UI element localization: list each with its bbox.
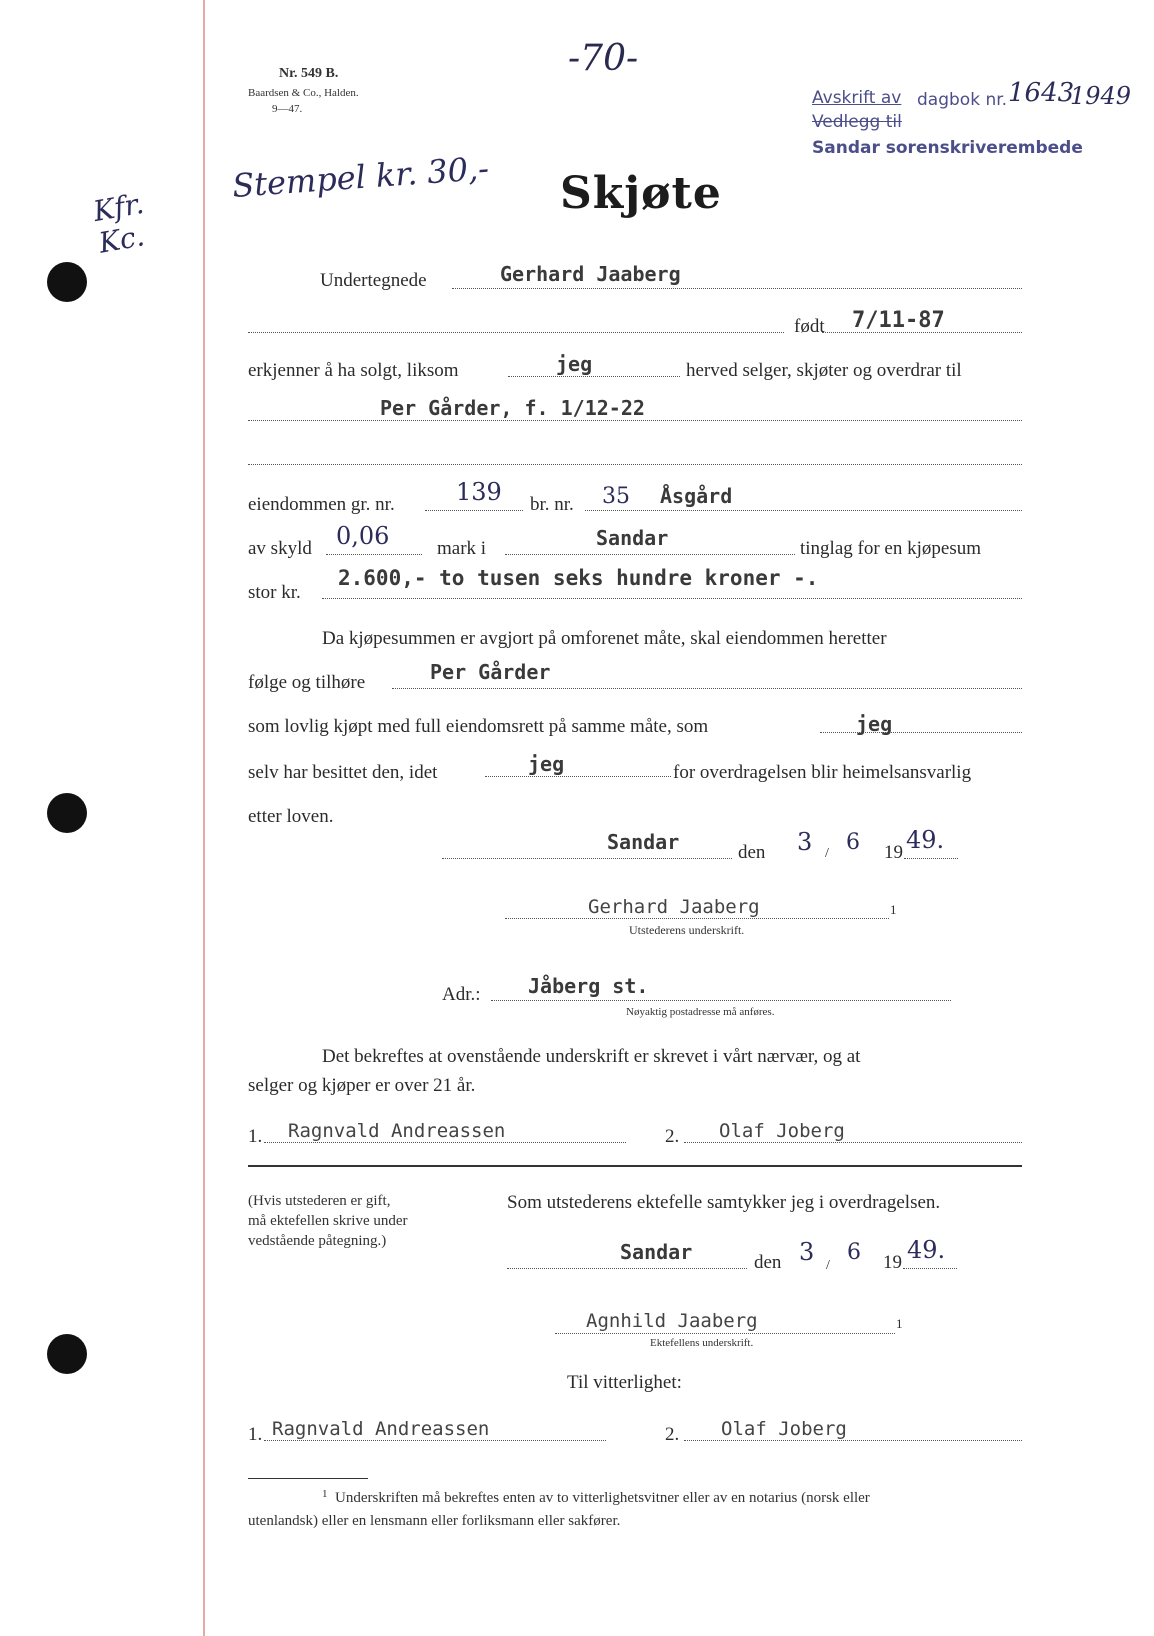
label-eiendommen: eiendommen gr. nr. [248, 494, 395, 515]
field-price: 2.600,- to tusen seks hundre kroner -. [338, 566, 819, 590]
field-vitne2: Olaf Joberg [721, 1418, 847, 1440]
field-vitne1: Ragnvald Andreassen [272, 1418, 490, 1440]
label-selv-har: selv har besittet den, idet [248, 762, 438, 783]
field-seller: Gerhard Jaaberg [500, 262, 681, 286]
field-br-nr: 35 [602, 484, 630, 509]
field-spouse-place: Sandar [620, 1240, 693, 1264]
line-vitne-2 [684, 1440, 1022, 1441]
line-som [820, 732, 1022, 733]
line-witness-1 [264, 1142, 626, 1143]
label-undertegnede: Undertegnede [320, 270, 427, 291]
label-adr: Adr.: [442, 984, 481, 1005]
document-title: Skjøte [560, 168, 722, 219]
paragraph-bekreftes-2: selger og kjøper er over 21 år. [248, 1075, 476, 1096]
label-etter-loven: etter loven. [248, 806, 334, 827]
field-buyer: Per Gårder, f. 1/12-22 [380, 396, 645, 420]
label-br-nr: br. nr. [530, 494, 574, 515]
label-som-lovlig: som lovlig kjøpt med full eiendomsrett på samme måte, som [248, 716, 709, 737]
line-spouse-place [507, 1268, 747, 1269]
paragraph-ektefelle: Som utstederens ektefelle samtykker jeg i overdragelsen. [507, 1192, 941, 1213]
form-number: Nr. 549 B. [279, 66, 339, 81]
label-erkjenner: erkjenner å ha solgt, liksom [248, 360, 459, 381]
stamp-year: 1949 [1070, 82, 1132, 110]
footnote-mark: 1 [322, 1488, 328, 1500]
line-place [442, 858, 732, 859]
line-tinglag [505, 554, 795, 555]
form-date-code: 9—47. [272, 103, 303, 115]
label-for-overdragelsen: for overdragelsen blir heimelsansvarlig [673, 762, 972, 783]
label-nineteen: 19 [884, 842, 903, 863]
caption-address: Nøyaktig postadresse må anføres. [626, 1006, 775, 1018]
line-skyld [326, 554, 422, 555]
printer: Baardsen & Co., Halden. [248, 87, 359, 99]
label-witness-1: 1. [248, 1126, 263, 1147]
stamp-dagbok: dagbok nr. [917, 90, 1008, 110]
stamp-dagbok-number: 1643 [1008, 78, 1075, 108]
section-divider [248, 1165, 1022, 1167]
field-address: Jåberg st. [528, 974, 649, 998]
field-gr-nr: 139 [456, 478, 502, 506]
spouse-signature-mark: 1 [896, 1316, 903, 1331]
label-vitne-1: 1. [248, 1424, 263, 1445]
line-blank [248, 332, 784, 333]
gift-note-1: (Hvis utstederen er gift, [248, 1193, 391, 1209]
label-vitterlighet: Til vitterlighet: [567, 1372, 682, 1393]
field-spouse-signature: Agnhild Jaaberg [586, 1310, 758, 1332]
label-mark-i: mark i [437, 538, 487, 559]
label-vitne-2: 2. [665, 1424, 680, 1445]
field-som: jeg [856, 712, 893, 736]
field-witness2: Olaf Joberg [719, 1120, 845, 1142]
page-number: -70- [568, 38, 639, 79]
margin-initials: Kfr. Kc. [90, 186, 147, 260]
footnote-line-2: utenlandsk) eller en lensmann eller forliksmann eller sakfører. [248, 1513, 621, 1529]
footnote-rule [248, 1478, 368, 1479]
date-slash: / [826, 1258, 830, 1273]
label-folge: følge og tilhøre [248, 672, 366, 693]
line-spouse-year [903, 1268, 957, 1269]
label-nineteen: 19 [883, 1252, 902, 1273]
line-address [491, 1000, 951, 1001]
label-tinglag: tinglag for en kjøpesum [800, 538, 981, 559]
field-tinglag: Sandar [596, 526, 669, 550]
punch-hole [47, 1334, 87, 1374]
stamp-office: Sandar sorenskriverembede [812, 138, 1083, 158]
line-witness-2 [684, 1142, 1022, 1143]
label-fodt: født [794, 316, 825, 337]
label-herved: herved selger, skjøter og overdrar til [686, 360, 962, 381]
signature-mark: 1 [890, 902, 897, 917]
field-year: 49. [906, 826, 945, 854]
field-birth-date: 7/11-87 [852, 308, 945, 333]
date-slash: / [825, 846, 829, 861]
paragraph-bekreftes-1: Det bekreftes at ovenstående underskrift er skrevet i vårt nærvær, og at [322, 1046, 861, 1067]
field-farm-name: Åsgård [660, 484, 733, 508]
line-signature [505, 918, 889, 919]
line-br-nr [585, 510, 1022, 511]
line-liksom [508, 376, 680, 377]
line-buyer [248, 420, 1022, 421]
label-witness-2: 2. [665, 1126, 680, 1147]
label-den: den [738, 842, 766, 863]
margin-rule [203, 0, 205, 1636]
line-vitne-1 [264, 1440, 606, 1441]
gift-note-3: vedstående påtegning.) [248, 1233, 387, 1249]
field-day: 3 [797, 828, 813, 856]
line-spouse-signature [555, 1333, 895, 1334]
field-signature: Gerhard Jaaberg [588, 896, 760, 918]
line-idet [485, 776, 671, 777]
field-spouse-year: 49. [907, 1236, 946, 1264]
field-month: 6 [846, 830, 860, 855]
label-den: den [754, 1252, 782, 1273]
line-year [904, 858, 958, 859]
field-witness1: Ragnvald Andreassen [288, 1120, 506, 1142]
line-seller [452, 288, 1022, 289]
stamp-vedlegg: Vedlegg til [812, 112, 902, 132]
paragraph-da: Da kjøpesummen er avgjort på omforenet måte, skal eiendommen heretter [322, 628, 887, 649]
caption-utsteder: Utstederens underskrift. [629, 923, 745, 937]
stempel-note: Stempel kr. 30,- [230, 149, 491, 205]
line-tilhore [392, 688, 1022, 689]
field-tilhore: Per Gårder [430, 660, 551, 684]
footnote-line-1: Underskriften må bekreftes enten av to vitterlighetsvitner eller av en notarius (norsk eller [335, 1490, 870, 1506]
label-av-skyld: av skyld [248, 538, 312, 559]
field-liksom: jeg [556, 352, 593, 376]
gift-note-2: må ektefellen skrive under [248, 1213, 408, 1229]
line-blank [248, 464, 1022, 465]
field-skyld: 0,06 [336, 522, 390, 550]
label-stor-kr: stor kr. [248, 582, 301, 603]
punch-hole [47, 793, 87, 833]
field-spouse-month: 6 [847, 1240, 861, 1265]
field-spouse-day: 3 [799, 1238, 815, 1266]
line-price [322, 598, 1022, 599]
field-place: Sandar [607, 830, 680, 854]
caption-ektefelle: Ektefellens underskrift. [650, 1337, 754, 1349]
punch-hole [47, 262, 87, 302]
stamp-avskrift: Avskrift av [812, 88, 902, 108]
field-idet: jeg [528, 752, 565, 776]
line-gr-nr [425, 510, 523, 511]
